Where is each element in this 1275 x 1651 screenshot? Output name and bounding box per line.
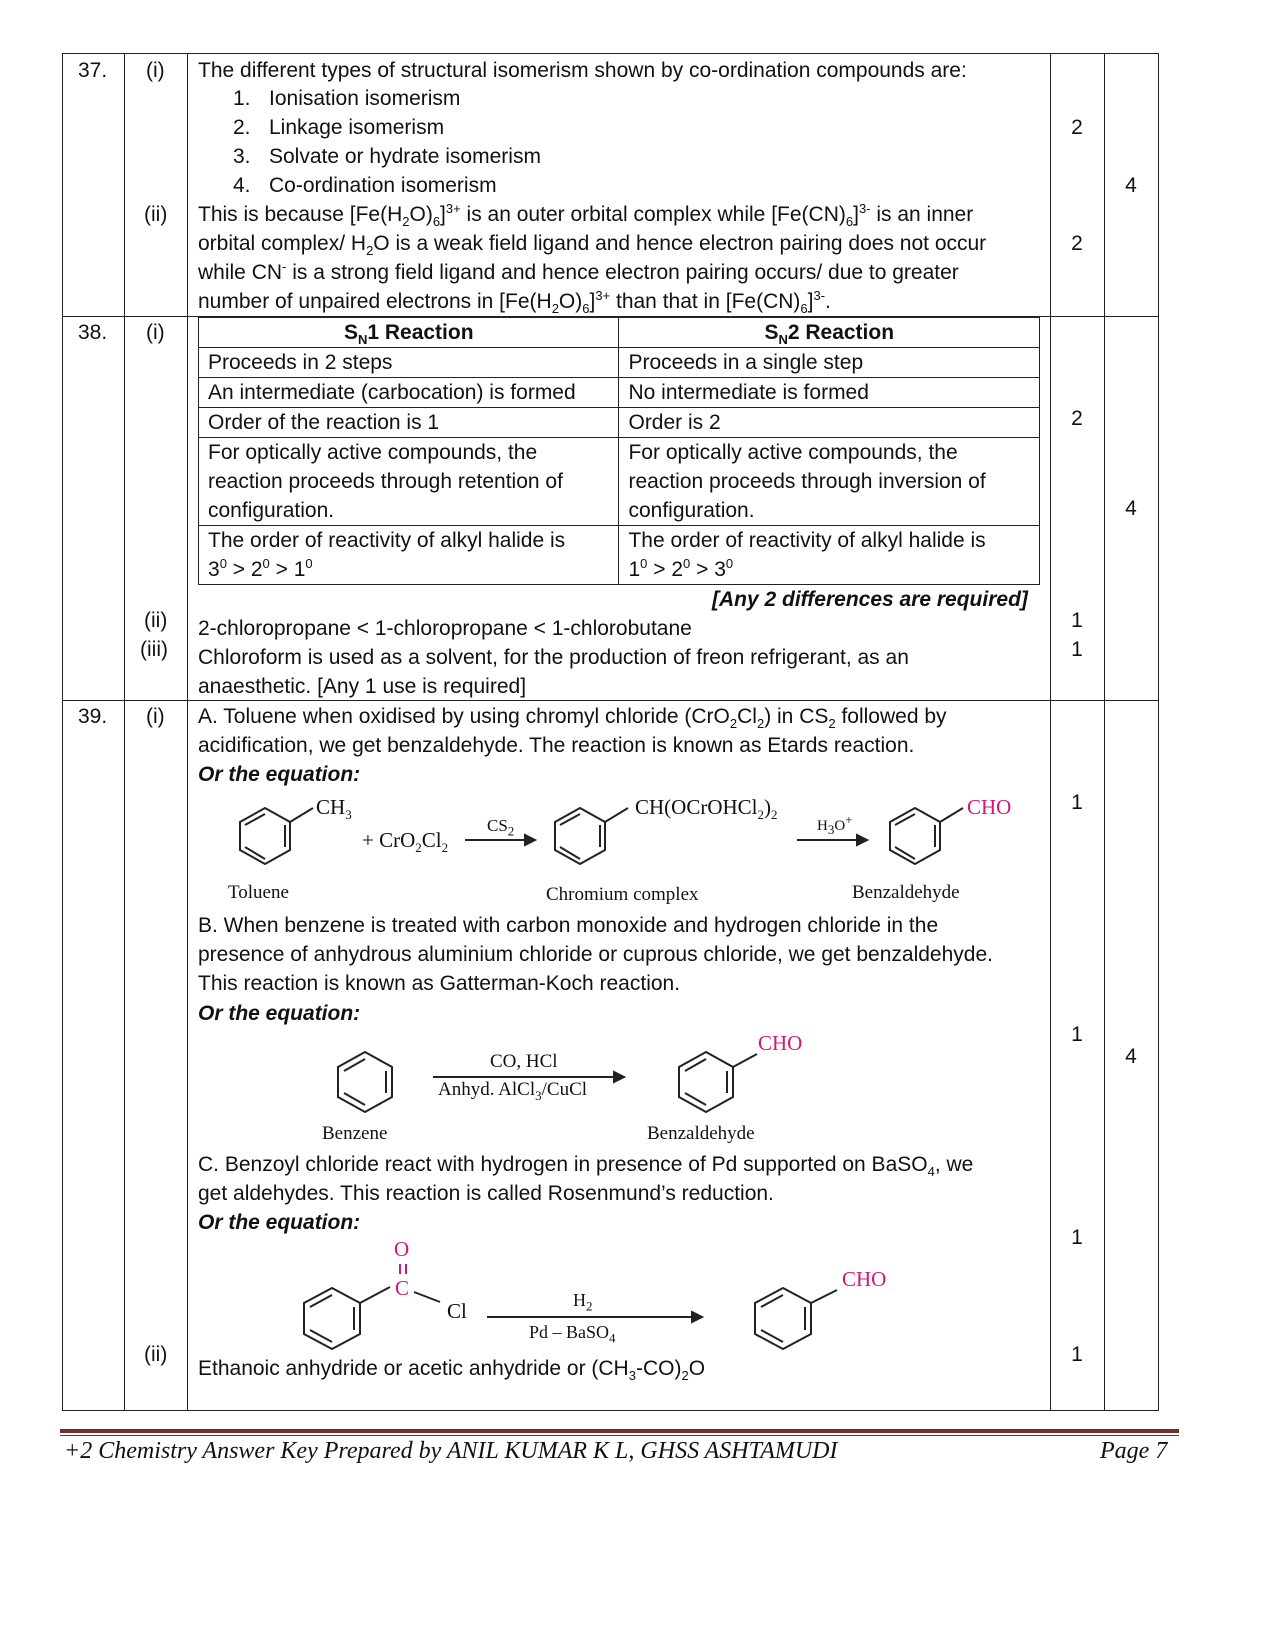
text: CH(OCrOHCl [635, 795, 758, 819]
q38-ii-text: 2-chloropropane < 1-chloropropane < 1-chlorobutane [198, 617, 692, 640]
q39-C-or-equation: Or the equation: [198, 1211, 361, 1234]
text: O [688, 1357, 706, 1380]
text: . [825, 290, 831, 313]
text: -CO) [635, 1357, 682, 1380]
text: > 2 [647, 558, 684, 581]
text: orbital complex/ H [198, 232, 367, 255]
q37-ii-line-4 [198, 287, 831, 316]
subscript: 2 [681, 1368, 689, 1384]
chromium-complex-caption: Chromium complex [546, 884, 699, 905]
table-col-line-0 [62, 53, 63, 1411]
q39-marks-B: 1 [1071, 1023, 1083, 1046]
text: S [764, 321, 779, 344]
subscript: 2 [366, 243, 374, 259]
q38-iii-line-1: Chloroform is used as a solvent, for the production of freon refrigerant, as an [198, 646, 909, 669]
superscript: 3- [858, 201, 871, 216]
q37-ii-line-3 [198, 258, 959, 287]
cho-label: CHO [758, 1031, 803, 1055]
text: > 2 [226, 558, 263, 581]
q38-marks-iii: 1 [1071, 638, 1083, 661]
superscript: 3- [813, 288, 826, 303]
text: The order of reactivity of alkyl halide is [628, 529, 986, 552]
subscript: 2 [507, 823, 515, 839]
text: A. Toluene when oxidised by using chromyl chloride (CrO [198, 705, 730, 728]
text: /CuCl [541, 1079, 588, 1100]
table-cell: Order is 2 [619, 408, 1040, 438]
text: 1 Reaction [367, 321, 474, 344]
text: than that in [Fe(CN) [610, 290, 801, 313]
subscript: 2 [402, 214, 410, 230]
q39-C-line-1 [198, 1150, 973, 1179]
q39-A-line-1 [198, 702, 947, 731]
q37-intro-text: The different types of structural isomerism shown by co-ordination compounds are: [198, 59, 967, 82]
table-cell: For optically active compounds, the reaction proceeds through retention of configuration. [199, 438, 619, 526]
benzene-ring-icon [555, 808, 628, 864]
footer-credit: +2 Chemistry Answer Key Prepared by ANIL KUMAR K L, GHSS ASHTAMUDI [64, 1438, 838, 1464]
toluene-ch3-label [316, 795, 352, 823]
subscript: 6 [432, 214, 441, 230]
subscript: 2 [729, 716, 738, 732]
text: ) [764, 795, 772, 819]
superscript: 3+ [445, 201, 461, 216]
pd-baso4-label [529, 1322, 616, 1346]
sn1-sn2-comparison-table [198, 317, 1040, 585]
subscript: 4 [927, 1164, 935, 1180]
list-item-number: 1. [233, 87, 251, 110]
superscript: 0 [640, 556, 648, 571]
table-col-line-1 [124, 53, 125, 1411]
text: while CN [198, 261, 283, 284]
q39-C-line-2: get aldehydes. This reaction is called Rosenmund’s reduction. [198, 1182, 774, 1205]
subscript: 6 [845, 214, 854, 230]
q39-marks-C: 1 [1071, 1226, 1083, 1249]
chromium-complex-formula [635, 795, 778, 823]
superscript: 0 [219, 556, 227, 571]
text: Cl [737, 705, 757, 728]
q39-total-marks: 4 [1125, 1045, 1137, 1068]
text: + CrO [362, 828, 416, 852]
reaction-arrow-icon [487, 1312, 702, 1322]
benzene-ring-icon [338, 1052, 392, 1112]
question-number-38: 38. [78, 321, 108, 344]
text: H [817, 818, 828, 834]
table-cell: Proceeds in a single step [619, 348, 1040, 378]
q39-part-ii-label: (ii) [144, 1343, 168, 1366]
text: The order of reactivity of alkyl halide is [208, 529, 566, 552]
text: is an outer orbital complex while [Fe(CN) [460, 203, 846, 226]
text: 2 Reaction [787, 321, 895, 344]
carbonyl-bond-icon [400, 1264, 406, 1274]
subscript: N [357, 332, 368, 348]
text: ] [807, 290, 814, 313]
q38-marks-i: 2 [1071, 407, 1083, 430]
carbon-atom-label: C [395, 1276, 410, 1300]
q39-marks-A: 1 [1071, 791, 1083, 814]
benzaldehyde-caption: Benzaldehyde [852, 882, 960, 903]
column-header-sn2 [619, 318, 1040, 348]
table-cell [199, 526, 619, 585]
table-row [199, 408, 1040, 438]
q39-A-line-2: acidification, we get benzaldehyde. The reaction is known as Etards reaction. [198, 734, 915, 757]
q38-part-iii-label: (iii) [140, 638, 168, 661]
text: ] [440, 203, 446, 226]
q37-ii-line-1 [198, 200, 973, 229]
q37-ii-line-2 [198, 229, 986, 258]
q39-marks-ii: 1 [1071, 1343, 1083, 1366]
text: > 1 [269, 558, 306, 581]
text: Cl [421, 828, 442, 852]
benzene-ring-icon [890, 808, 963, 864]
q38-marks-ii: 1 [1071, 609, 1083, 632]
table-cell: Proceeds in 2 steps [199, 348, 619, 378]
list-item-number: 3. [233, 145, 251, 168]
text: ) in CS [764, 705, 829, 728]
q38-iii-line-2: anaesthetic. [Any 1 use is required] [198, 675, 527, 698]
superscript: 3+ [595, 288, 611, 303]
text: 1 [628, 558, 641, 581]
text: O) [409, 203, 433, 226]
benzene-ring-icon [679, 1052, 757, 1112]
oxygen-atom-label: O [394, 1237, 410, 1261]
cho-label: CHO [967, 795, 1012, 819]
subscript: 6 [582, 301, 590, 317]
c-cl-bond-icon [414, 1292, 440, 1302]
table-row [199, 348, 1040, 378]
table-cell: An intermediate (carbocation) is formed [199, 378, 619, 408]
question-number-37: 37. [78, 59, 108, 82]
table-header-row [199, 318, 1040, 348]
benzene-caption: Benzene [322, 1123, 388, 1144]
chromyl-chloride-label [362, 828, 449, 856]
subscript: N [778, 332, 788, 348]
table-col-line-5 [1158, 53, 1159, 1411]
subscript: 4 [609, 1330, 616, 1346]
q37-total-marks: 4 [1125, 174, 1137, 197]
table-cell [619, 526, 1040, 585]
subscript: 2 [586, 1298, 593, 1314]
cs2-label [487, 816, 515, 839]
text: S [343, 321, 358, 344]
q39-ii-text [198, 1354, 705, 1383]
table-row [199, 378, 1040, 408]
q38-total-marks: 4 [1125, 497, 1137, 520]
h2-label [573, 1290, 593, 1314]
superscript: 0 [725, 556, 734, 571]
text: Anhyd. AlCl [438, 1079, 536, 1100]
subscript: 2 [415, 840, 422, 856]
text: CH [316, 795, 346, 819]
text: O is a weak field ligand and hence electron pairing does not occur [373, 232, 987, 255]
text: Pd – BaSO [529, 1322, 610, 1342]
text: CS [487, 816, 508, 835]
text: O) [558, 290, 583, 313]
q37-marks-i: 2 [1071, 116, 1083, 139]
benzene-ring-icon [240, 808, 313, 864]
list-item-number: 4. [233, 174, 251, 197]
column-header-sn1 [199, 318, 619, 348]
superscript: 0 [683, 556, 691, 571]
co-hcl-label: CO, HCl [490, 1051, 558, 1072]
text: > 3 [690, 558, 726, 581]
q37-part-ii-label: (ii) [144, 203, 168, 226]
chlorine-atom-label: Cl [447, 1299, 467, 1323]
q37-marks-ii: 2 [1071, 232, 1083, 255]
toluene-caption: Toluene [228, 882, 289, 903]
table-col-line-4 [1104, 53, 1105, 1411]
benzaldehyde-caption: Benzaldehyde [647, 1123, 755, 1144]
table-cell: For optically active compounds, the reaction proceeds through inversion of configuration. [619, 438, 1040, 526]
page-number: Page 7 [1100, 1438, 1168, 1464]
table-cell: No intermediate is formed [619, 378, 1040, 408]
table-border-top [62, 53, 1159, 54]
subscript: 3 [345, 807, 352, 823]
table-col-line-2 [187, 53, 188, 1411]
reaction-arrow-icon [465, 835, 535, 845]
text: number of unpaired electrons in [Fe(H [198, 290, 552, 313]
q39-B-line-2: presence of anhydrous aluminium chloride or cuprous chloride, we get benzaldehyde. [198, 943, 993, 966]
q37-part-i-label: (i) [146, 59, 165, 82]
h3o-label [817, 812, 853, 837]
footer-rule-thin [60, 1435, 1179, 1436]
catalyst-label [438, 1079, 587, 1101]
subscript: 6 [800, 301, 808, 317]
subscript: 2 [756, 716, 765, 732]
q39-part-i-label: (i) [146, 705, 165, 728]
superscript: - [282, 259, 287, 274]
subscript: 3 [535, 1087, 542, 1103]
table-cell: Order of the reaction is 1 [199, 408, 619, 438]
list-item-number: 2. [233, 116, 251, 139]
q39-B-line-3: This reaction is known as Gatterman-Koch reaction. [198, 972, 681, 995]
q39-B-line-1: B. When benzene is treated with carbon monoxide and hydrogen chloride in the [198, 914, 939, 937]
subscript: 2 [551, 301, 559, 317]
q39-A-or-equation: Or the equation: [198, 763, 361, 786]
table-row [199, 438, 1040, 526]
list-item: Co-ordination isomerism [269, 174, 497, 197]
table-row [199, 526, 1040, 585]
superscript: 0 [262, 556, 270, 571]
table-border-bottom [62, 1410, 1159, 1411]
subscript: 2 [757, 807, 765, 823]
subscript: 3 [628, 1368, 636, 1384]
text: 3 [208, 558, 220, 581]
q38-part-i-label: (i) [146, 321, 165, 344]
text: followed by [835, 705, 947, 728]
benzene-ring-icon [755, 1288, 837, 1349]
subscript: 2 [441, 840, 449, 856]
question-number-39: 39. [78, 705, 108, 728]
text: Ethanoic anhydride or acetic anhydride or (CH [198, 1357, 629, 1380]
list-item: Linkage isomerism [269, 116, 445, 139]
cho-label: CHO [842, 1267, 887, 1291]
text: C. Benzoyl chloride react with hydrogen in presence of Pd supported on BaSO [198, 1153, 928, 1176]
text: ] [853, 203, 859, 226]
text: H [573, 1290, 586, 1310]
benzene-ring-icon [304, 1287, 390, 1349]
q38-part-ii-label: (ii) [144, 609, 168, 632]
text: , we [934, 1153, 974, 1176]
text: is a strong field ligand and hence electron pairing occurs/ due to greater [286, 261, 959, 284]
superscript: + [845, 812, 853, 827]
text: This is because [Fe(H [198, 203, 403, 226]
text: O [834, 818, 846, 834]
subscript: 2 [828, 716, 836, 732]
footer-rule-thick [60, 1429, 1179, 1433]
superscript: 0 [305, 556, 313, 571]
subscript: 2 [771, 807, 778, 823]
list-item: Ionisation isomerism [269, 87, 461, 110]
q38-note: [Any 2 differences are required] [712, 588, 1028, 611]
q39-B-or-equation: Or the equation: [198, 1002, 361, 1025]
list-item: Solvate or hydrate isomerism [269, 145, 541, 168]
text: is an inner [870, 203, 974, 226]
subscript: 3 [827, 822, 835, 837]
text: ] [589, 290, 596, 313]
